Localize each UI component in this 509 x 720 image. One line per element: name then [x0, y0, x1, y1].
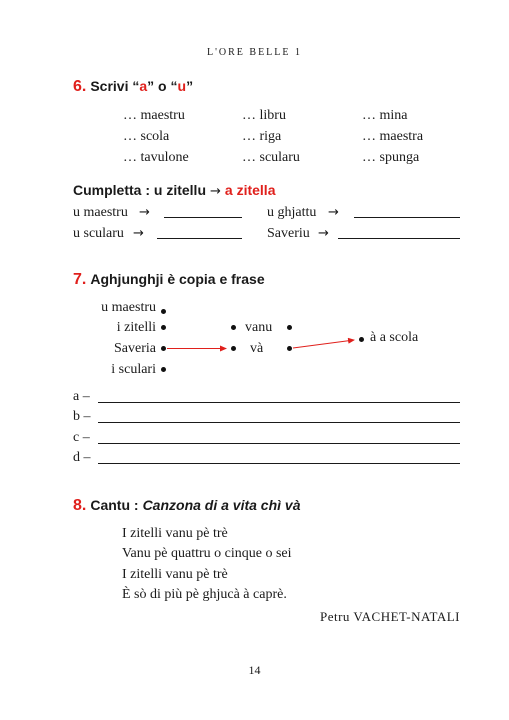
cumpletta-item: u scularu	[73, 226, 124, 241]
subject-item: Saveria	[114, 341, 156, 356]
match-arrow	[293, 340, 354, 348]
letter-a: a	[139, 78, 148, 94]
cumpletta-item: Saveriu	[267, 226, 310, 241]
writing-line[interactable]	[98, 463, 460, 464]
exercise-8-heading	[73, 497, 301, 515]
exercise-6-title: Scrivi “a” o “u”	[90, 78, 194, 94]
exercise-7-title: Aghjunghji è copia e frase	[90, 271, 265, 287]
line-label: c –	[73, 430, 90, 445]
arrow-icon: →	[318, 226, 329, 241]
letter-u: u	[177, 78, 187, 94]
line-label: a –	[73, 389, 90, 404]
running-header: L'ORE BELLE 1	[206, 47, 302, 58]
poem-verse: I zitelli vanu pè trè	[122, 526, 228, 541]
subject-item: u maestru	[101, 300, 156, 315]
writing-line[interactable]	[98, 402, 460, 403]
song-title: Canzona di a vita chì và	[142, 497, 301, 513]
arrow-icon: →	[133, 226, 144, 241]
writing-line[interactable]	[98, 422, 460, 423]
exercise-8-number: 8.	[73, 497, 87, 514]
cumpletta-label: Cumpletta : u zitellu	[73, 182, 206, 198]
arrow-icon: →	[210, 184, 221, 199]
word-item: … libru	[242, 108, 286, 123]
writing-line[interactable]	[98, 443, 460, 444]
poem-author: Petru VACHET-NATALI	[319, 609, 460, 624]
arrow-icon: →	[139, 205, 150, 220]
exercise-8-label: Cantu :	[90, 497, 139, 513]
word-item: … mina	[362, 108, 408, 123]
subject-item: i sculari	[111, 362, 156, 377]
page-number: 14	[248, 663, 261, 677]
cumpletta-example-answer: a zitella	[224, 182, 276, 198]
cumpletta-item: u maestru	[73, 205, 128, 220]
line-label: b –	[73, 409, 91, 424]
word-item: … spunga	[362, 150, 420, 165]
word-item: … tavulone	[123, 150, 189, 165]
subject-item: i zitelli	[116, 320, 156, 335]
word-item: … maestru	[123, 108, 185, 123]
verb-item: vanu	[245, 320, 273, 335]
cumpletta-item: u ghjattu	[267, 205, 317, 220]
complement-item: à a scola	[370, 330, 419, 345]
word-item: … scola	[123, 129, 170, 144]
verb-item: và	[250, 341, 264, 356]
line-label: d –	[73, 450, 91, 465]
poem-verse: Vanu pè quattru o cinque o sei	[122, 546, 292, 561]
poem-verse: I zitelli vanu pè trè	[122, 567, 228, 582]
poem-verse: È sò di più pè ghjucà à caprè.	[122, 587, 287, 602]
word-item: … scularu	[242, 150, 300, 165]
word-item: … maestra	[362, 129, 424, 144]
exercise-7-number: 7.	[73, 271, 87, 288]
exercise-6-number: 6.	[73, 78, 87, 95]
arrow-icon: →	[328, 205, 339, 220]
word-item: … riga	[242, 129, 282, 144]
